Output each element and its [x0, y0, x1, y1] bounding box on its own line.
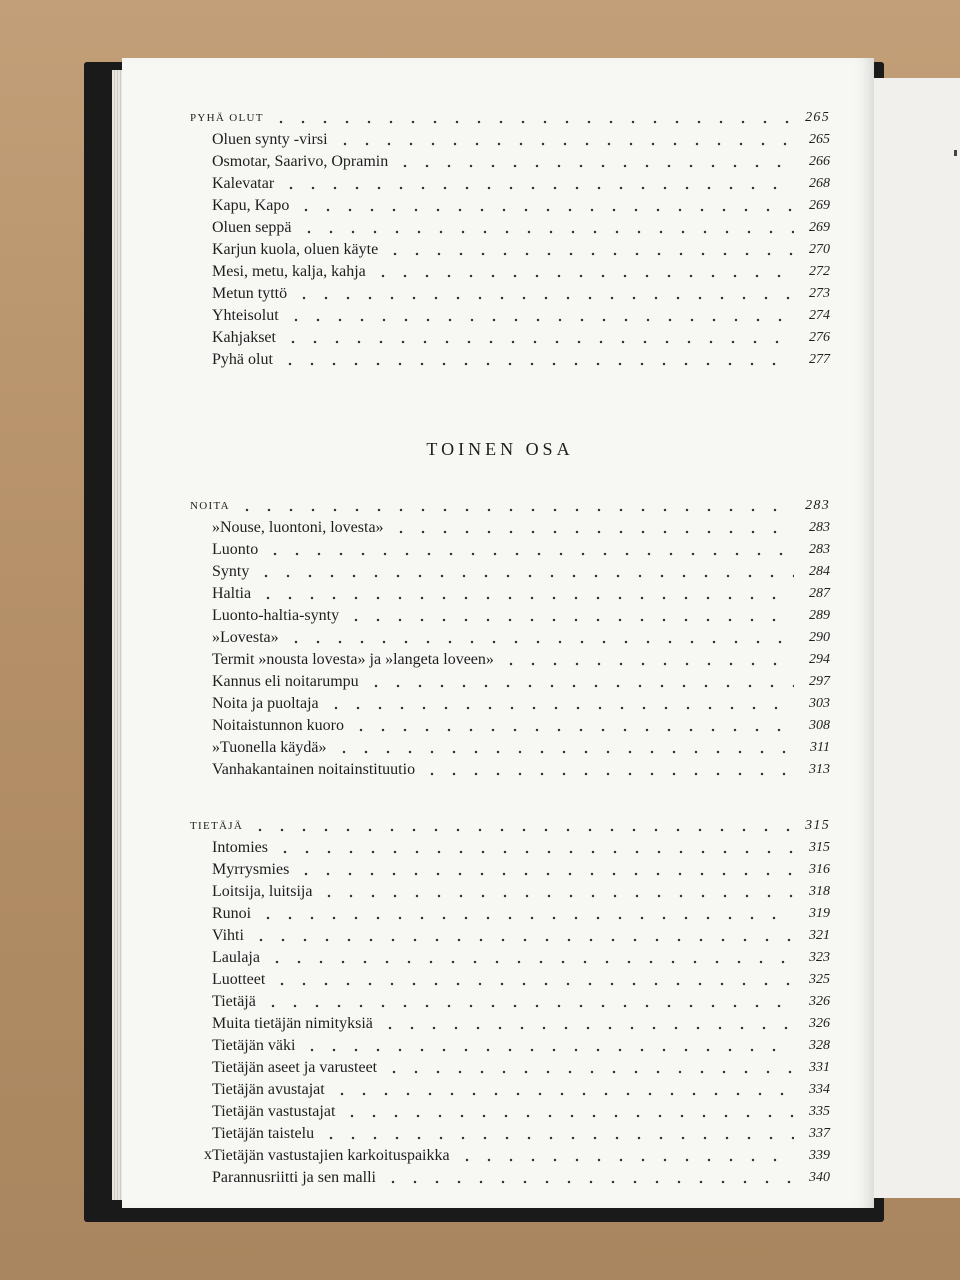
- dot-leader: [390, 516, 794, 536]
- entry-title: »Nouse, luontoni, lovesta»: [212, 519, 384, 536]
- page-number: 326: [809, 1016, 830, 1031]
- toc-entry: [190, 194, 830, 216]
- page-number: 272: [809, 264, 830, 279]
- dot-leader: [271, 968, 794, 988]
- toc-entry: [190, 902, 830, 924]
- page-number: 328: [809, 1038, 830, 1053]
- page-number: 283: [809, 520, 830, 535]
- toc-entry: [190, 304, 830, 326]
- entry-title: Tietäjän vastustajien karkoituspaikka: [212, 1147, 450, 1164]
- toc-entry: [190, 1034, 830, 1056]
- entry-title: Oluen synty -virsi: [212, 131, 328, 148]
- toc-entry: [190, 326, 830, 348]
- dot-leader: [334, 128, 794, 148]
- page-number: 337: [809, 1126, 830, 1141]
- toc-section-heading: [190, 814, 830, 836]
- dot-leader: [262, 990, 794, 1010]
- toc-entry: [190, 604, 830, 626]
- entry-title: Yhteisolut: [212, 307, 279, 324]
- toc-entry: [190, 1144, 830, 1166]
- entry-title: Tietäjän aseet ja varusteet: [212, 1059, 378, 1076]
- entry-title: Myrrysmies: [212, 861, 290, 878]
- toc-entry: [190, 714, 830, 736]
- toc-entry: [190, 238, 830, 260]
- entry-title: Luotteet: [212, 971, 266, 988]
- page-number: 287: [809, 586, 830, 601]
- page-number: 316: [809, 862, 830, 877]
- toc-entry: [190, 670, 830, 692]
- page-number: 265: [809, 132, 830, 147]
- dot-leader: [372, 260, 794, 280]
- entry-title: Luonto-haltia-synty: [212, 607, 340, 624]
- toc-entry: [190, 946, 830, 968]
- entry-title: Noitaistunnon kuoro: [212, 717, 344, 734]
- dot-leader: [379, 1012, 794, 1032]
- table-of-contents: [190, 106, 830, 1188]
- entry-title: Kapu, Kapo: [212, 197, 290, 214]
- entry-title: Vanhakantainen noitainstituutio: [212, 761, 416, 778]
- entry-title: Laulaja: [212, 949, 260, 966]
- dot-leader: [257, 582, 794, 602]
- toc-entry: [190, 858, 830, 880]
- entry-title: Tietäjä: [212, 993, 256, 1010]
- page-number: 311: [810, 740, 830, 755]
- toc-entry: [190, 758, 830, 780]
- entry-title: Haltia: [212, 585, 252, 602]
- entry-title: Mesi, metu, kalja, kahja: [212, 263, 366, 280]
- part-title: TOINEN OSA: [426, 439, 574, 459]
- entry-title: Kannus eli noitarumpu: [212, 673, 359, 690]
- toc-entry: [190, 1100, 830, 1122]
- dot-leader: [249, 814, 794, 834]
- page-number: 308: [809, 718, 830, 733]
- entry-title: Tietäjän taistelu: [212, 1125, 315, 1142]
- dot-leader: [320, 1122, 794, 1142]
- toc-entry: [190, 172, 830, 194]
- entry-title: Muita tietäjän nimityksiä: [212, 1015, 373, 1032]
- page-number: 268: [809, 176, 830, 191]
- dot-leader: [295, 858, 794, 878]
- dot-leader: [325, 692, 794, 712]
- toc-entry: [190, 648, 830, 670]
- toc-entry: [190, 216, 830, 238]
- dot-leader: [341, 1100, 794, 1120]
- page-number: 283: [805, 498, 830, 513]
- page-number: 269: [809, 220, 830, 235]
- page-number: 289: [809, 608, 830, 623]
- dot-leader: [255, 560, 794, 580]
- toc-entry: [190, 560, 830, 582]
- entry-title: Pyhä olut: [212, 351, 273, 368]
- dot-leader: [285, 626, 794, 646]
- entry-title: Osmotar, Saarivo, Opramin: [212, 153, 389, 170]
- entry-title: Noita ja puoltaja: [212, 695, 319, 712]
- page-number: 323: [809, 950, 830, 965]
- dot-leader: [331, 1078, 794, 1098]
- toc-entry: [190, 1012, 830, 1034]
- toc-entry: [190, 836, 830, 858]
- dot-leader: [293, 282, 794, 302]
- page-number: 339: [809, 1148, 830, 1163]
- entry-title: »Tuonella käydä»: [212, 739, 327, 756]
- dot-leader: [257, 902, 794, 922]
- toc-entry: [190, 1122, 830, 1144]
- dot-leader: [394, 150, 794, 170]
- dot-leader: [421, 758, 794, 778]
- entry-title: Termit »nousta lovesta» ja »langeta loveen»: [212, 651, 494, 668]
- entry-title: Tietäjän vastustajat: [212, 1103, 336, 1120]
- entry-title: »Lovesta»: [212, 629, 279, 646]
- dot-leader: [318, 880, 794, 900]
- toc-section-heading: [190, 106, 830, 128]
- heading-title: PYHÄ OLUT: [190, 112, 264, 124]
- facing-page-text-fragment: [954, 150, 957, 156]
- dot-leader: [298, 216, 794, 236]
- page-number: 284: [809, 564, 830, 579]
- entry-title: Luonto: [212, 541, 259, 558]
- page-number: 283: [809, 542, 830, 557]
- toc-entry: [190, 582, 830, 604]
- heading-title: NOITA: [190, 500, 230, 512]
- dot-leader: [285, 304, 794, 324]
- dot-leader: [236, 494, 794, 514]
- page-number: 334: [809, 1082, 830, 1097]
- dot-leader: [500, 648, 794, 668]
- page-number: 294: [809, 652, 830, 667]
- page-number: 270: [809, 242, 830, 257]
- dot-leader: [282, 326, 794, 346]
- toc-entry: [190, 924, 830, 946]
- page-number: 325: [809, 972, 830, 987]
- entry-title: Oluen seppä: [212, 219, 292, 236]
- page-number: 290: [809, 630, 830, 645]
- page-number: 303: [809, 696, 830, 711]
- toc-entry: [190, 516, 830, 538]
- page-number: 326: [809, 994, 830, 1009]
- entry-title: Parannusriitti ja sen malli: [212, 1169, 376, 1186]
- toc-entry: [190, 692, 830, 714]
- toc-entry: [190, 880, 830, 902]
- entry-title: Kahjakset: [212, 329, 276, 346]
- dot-leader: [345, 604, 794, 624]
- page-number: 297: [809, 674, 830, 689]
- dot-leader: [333, 736, 794, 756]
- page-number: 313: [809, 762, 830, 777]
- entry-title: Runoi: [212, 905, 252, 922]
- dot-leader: [365, 670, 794, 690]
- toc-entry: [190, 260, 830, 282]
- page-number: 331: [809, 1060, 830, 1075]
- facing-page: [868, 78, 960, 1198]
- dot-leader: [264, 538, 794, 558]
- page-number: 315: [809, 840, 830, 855]
- toc-entry: [190, 626, 830, 648]
- page-number: 340: [809, 1170, 830, 1185]
- dot-leader: [274, 836, 794, 856]
- toc-section-heading: [190, 494, 830, 516]
- toc-entry: [190, 538, 830, 560]
- heading-title: TIETÄJÄ: [190, 820, 244, 832]
- page-folio: x: [204, 1146, 212, 1163]
- page-number: 273: [809, 286, 830, 301]
- entry-title: Intomies: [212, 839, 268, 856]
- page-number: 266: [809, 154, 830, 169]
- toc-entry: [190, 968, 830, 990]
- page-number: 315: [805, 818, 830, 833]
- dot-leader: [250, 924, 794, 944]
- toc-entry: [190, 1166, 830, 1188]
- dot-leader: [279, 348, 794, 368]
- entry-title: Tietäjän väki: [212, 1037, 296, 1054]
- toc-entry: [190, 990, 830, 1012]
- toc-entry: [190, 282, 830, 304]
- dot-leader: [270, 106, 794, 126]
- dot-leader: [456, 1144, 794, 1164]
- page-number: 274: [809, 308, 830, 323]
- page-number: 321: [809, 928, 830, 943]
- dot-leader: [384, 238, 794, 258]
- entry-title: Synty: [212, 563, 250, 580]
- page-number: 265: [805, 110, 830, 125]
- entry-title: Kalevatar: [212, 175, 275, 192]
- entry-title: Tietäjän avustajat: [212, 1081, 325, 1098]
- toc-entry: [190, 1078, 830, 1100]
- page-number: 319: [809, 906, 830, 921]
- page-number: 269: [809, 198, 830, 213]
- dot-leader: [382, 1166, 794, 1186]
- toc-entry: [190, 1056, 830, 1078]
- toc-entry: [190, 736, 830, 758]
- toc-entry: [190, 348, 830, 370]
- dot-leader: [383, 1056, 794, 1076]
- page-number: 318: [809, 884, 830, 899]
- entry-title: Loitsija, luitsija: [212, 883, 313, 900]
- page-number: 335: [809, 1104, 830, 1119]
- dot-leader: [350, 714, 794, 734]
- entry-title: Karjun kuola, oluen käyte: [212, 241, 379, 258]
- section-gap: [190, 780, 830, 814]
- entry-title: Vihti: [212, 927, 244, 944]
- dot-leader: [295, 194, 794, 214]
- dot-leader: [280, 172, 794, 192]
- dot-leader: [301, 1034, 794, 1054]
- toc-entry: [190, 150, 830, 172]
- entry-title: Metun tyttö: [212, 285, 288, 302]
- page-number: 276: [809, 330, 830, 345]
- page-number: 277: [809, 352, 830, 367]
- toc-entry: [190, 128, 830, 150]
- dot-leader: [266, 946, 794, 966]
